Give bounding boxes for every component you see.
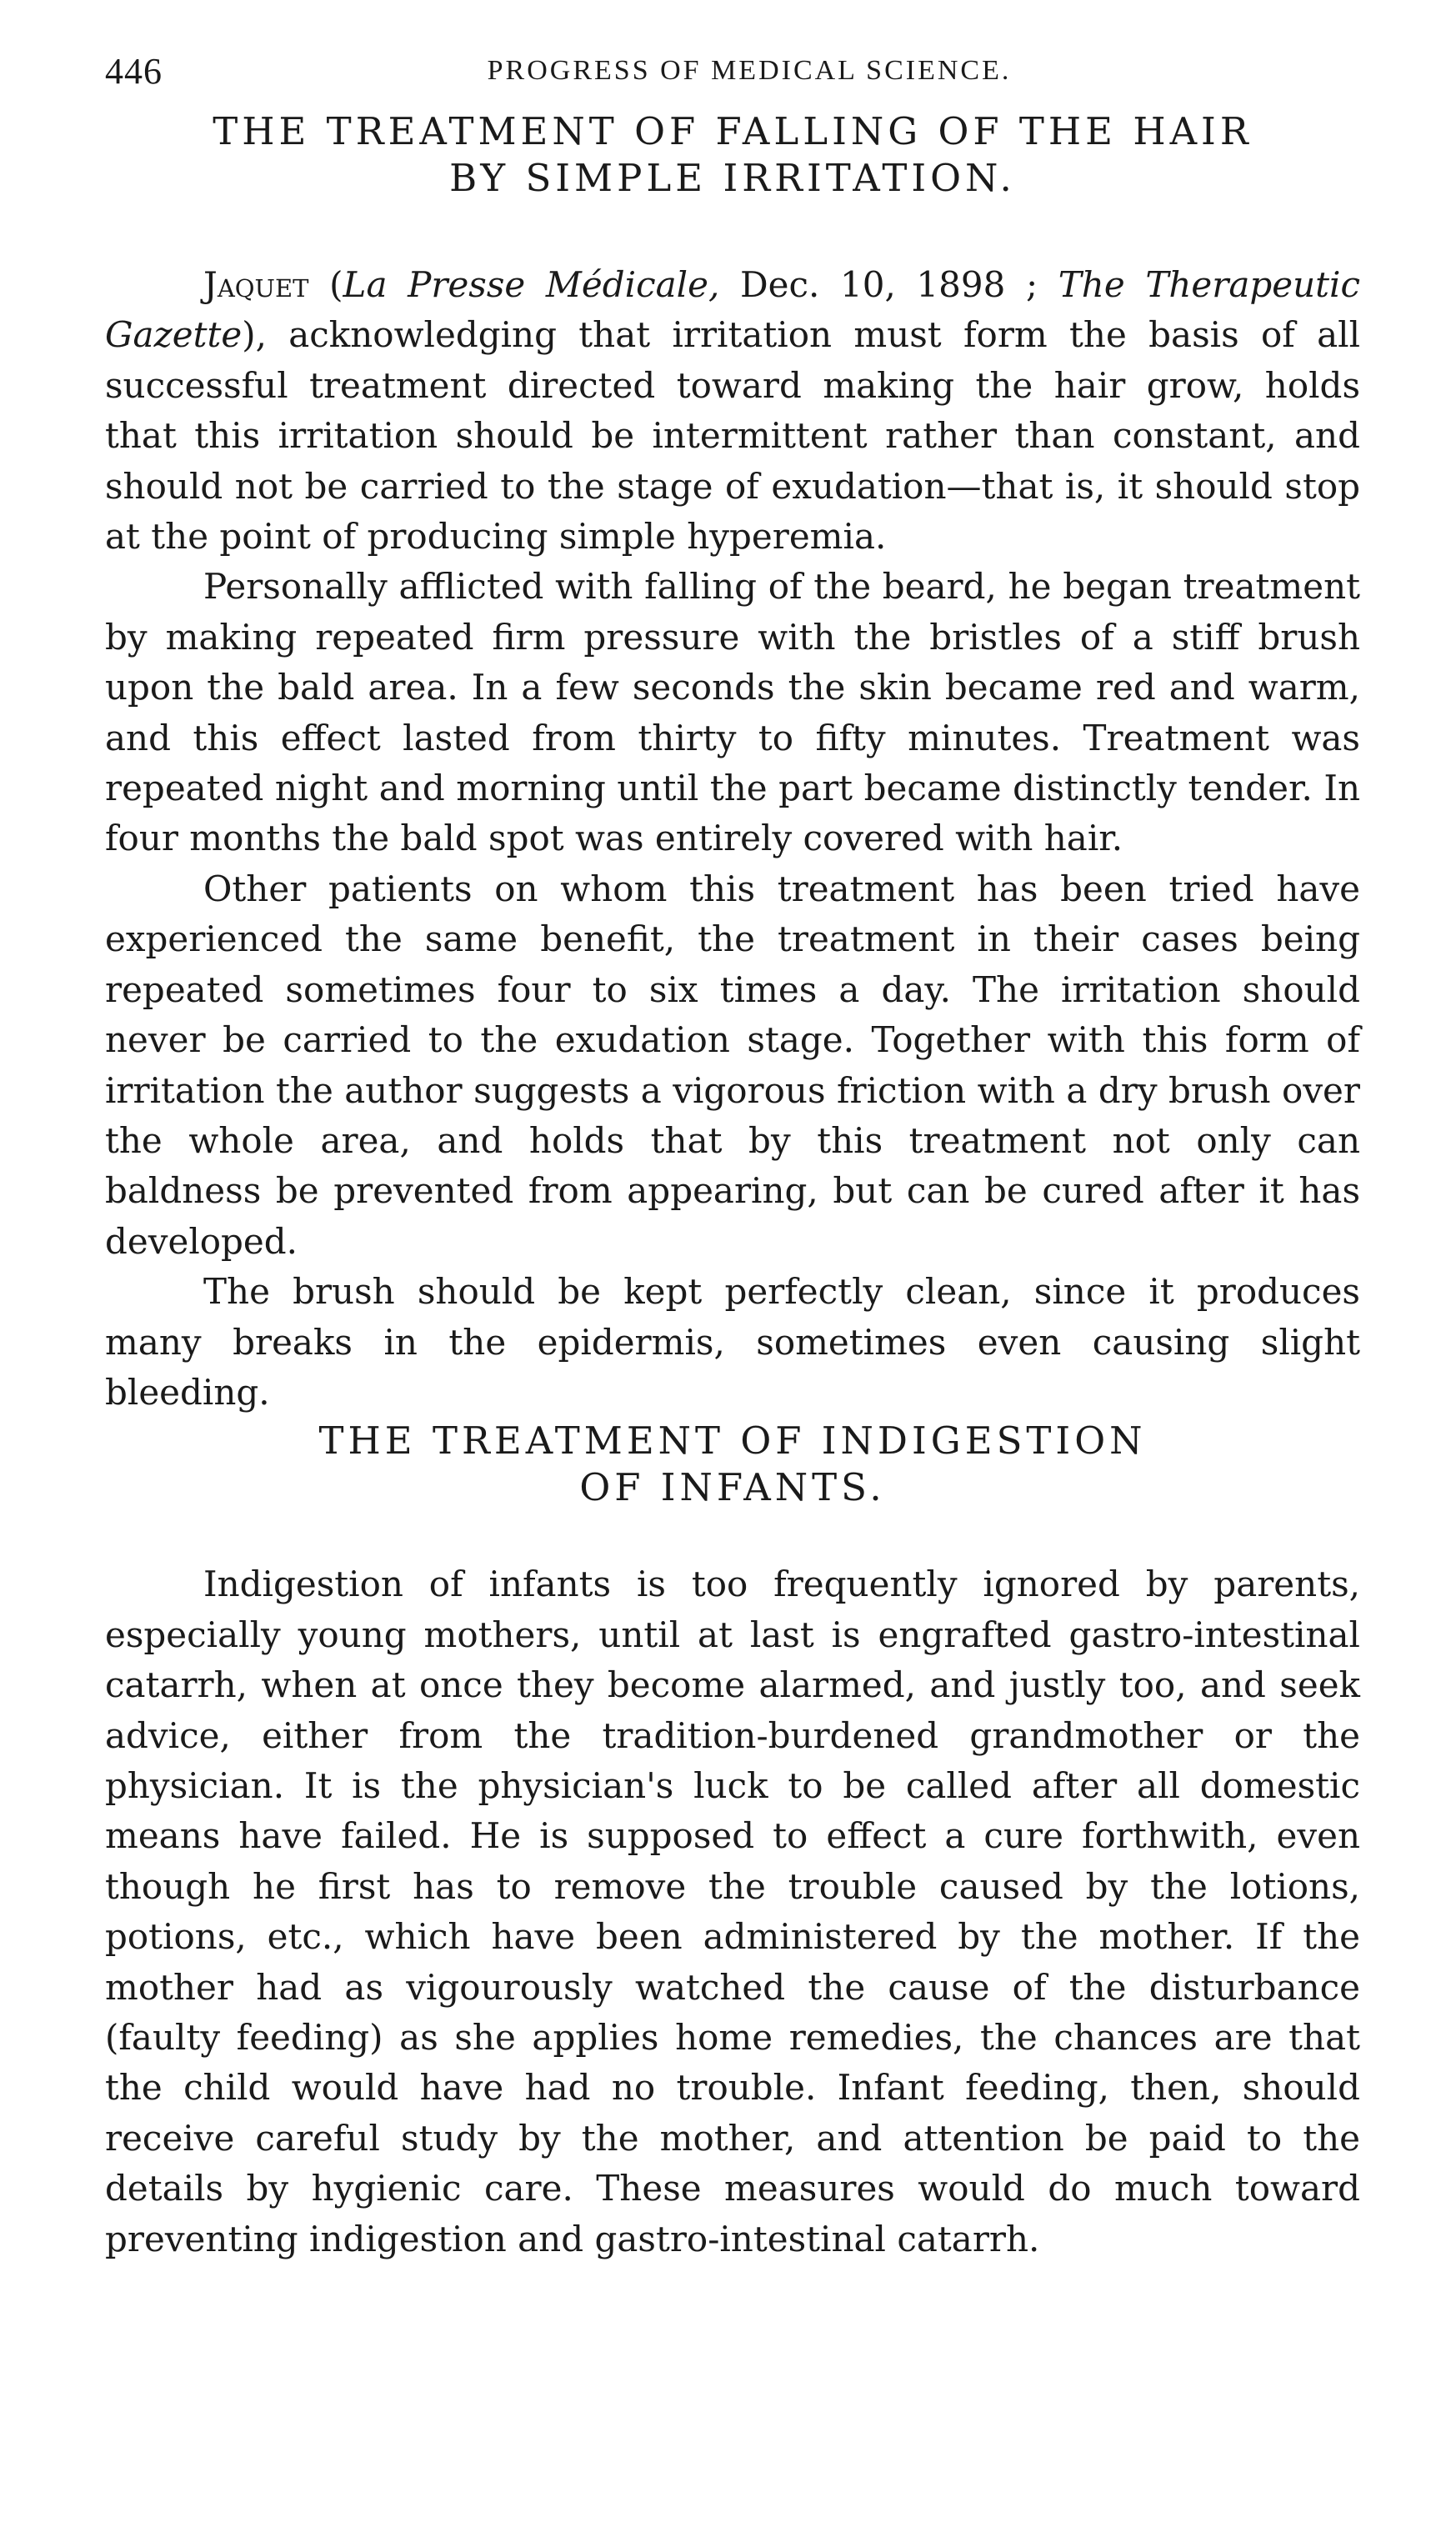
article-1-paragraph-2: Personally afflicted with falling of the beard, he began treatment by making repeated firm pressure with the bristles of a stiff brush upon the bald area. In a few seconds the skin became red and warm, and this effect lasted from thirty to fifty minutes. Treatment was repeated night and morning until the part became distinctly tender. In four months the bald spot was entirely covered with hair. bbox=[105, 566, 1360, 859]
article-1-paragraph-4: The brush should be kept perfectly clean, since it produces many breaks in the epidermis, sometimes even causing slight bleeding. bbox=[105, 1271, 1360, 1413]
author-name: Jaquet bbox=[203, 264, 309, 305]
book-page bbox=[105, 50, 1360, 2264]
running-title: PROGRESS OF MEDICAL SCIENCE. bbox=[487, 55, 1012, 86]
article-1-paragraph-3: Other patients on whom this treatment has been tried have experienced the same benefit, the treatment in their cases being repeated sometimes four to six times a day. The irritation should never be carried to the exudation stage. Together with this form of irritation the author suggests a vigorous friction with a dry brush over the whole area, and holds that by this treatment not only can baldness be prevented from appearing, but can be cured after it has developed. bbox=[105, 868, 1360, 1262]
article-1-body bbox=[105, 260, 1360, 1418]
page-number: 446 bbox=[105, 51, 163, 92]
article-2-body bbox=[105, 1559, 1360, 2264]
journal-name: La Presse Médicale, bbox=[343, 264, 720, 305]
citation-date: Dec. 10, 1898 ; bbox=[719, 264, 1058, 305]
article-2-title-line-2: OF INFANTS. bbox=[579, 1465, 886, 1510]
article-2-title-line-1: THE TREATMENT OF INDIGESTION bbox=[318, 1419, 1147, 1464]
article-1-title bbox=[105, 108, 1360, 202]
journal-name-2: The Therapeutic Gazette bbox=[105, 264, 1360, 356]
running-head bbox=[105, 50, 1360, 108]
article-2-paragraph-1: Indigestion of infants is too frequently ignored by parents, especially young mothers, until at last is engrafted gastro-intestinal catarrh, when at once they become alarmed, and justly too, and seek advice, either from the tradition-burdened grandmother or the physician. It is the physician's luck to be called after all domestic means have failed. He is supposed to effect a cure forthwith, even though he first has to remove the trouble caused by the lotions, potions, etc., which have been administered by the mother. If the mother had as vigourously watched the cause of the disturbance (faulty feeding) as she applies home remedies, the chances are that the child would have had no trouble. Infant feeding, then, should receive careful study by the mother, and attention be paid to the details by hygienic care. These measures would do much toward preventing indigestion and gastro-intestinal catarrh. bbox=[105, 1564, 1360, 2259]
article-2-title bbox=[105, 1418, 1360, 1511]
article-1-title-line-1: THE TREATMENT OF FALLING OF THE HAIR bbox=[213, 109, 1253, 153]
article-1-title-line-2: BY SIMPLE IRRITATION. bbox=[449, 156, 1016, 200]
article-1-paragraph-1: Jaquet (La Presse Médicale, Dec. 10, 1898 ; The Therapeutic Gazette), acknowledging that irritation must form the basis of all successful treatment directed toward making the hair grow, holds that this irritation should be intermittent rather than constant, and should not be carried to the stage of exudation—that is, it should stop at the point of producing simple hyperemia. bbox=[105, 264, 1360, 558]
